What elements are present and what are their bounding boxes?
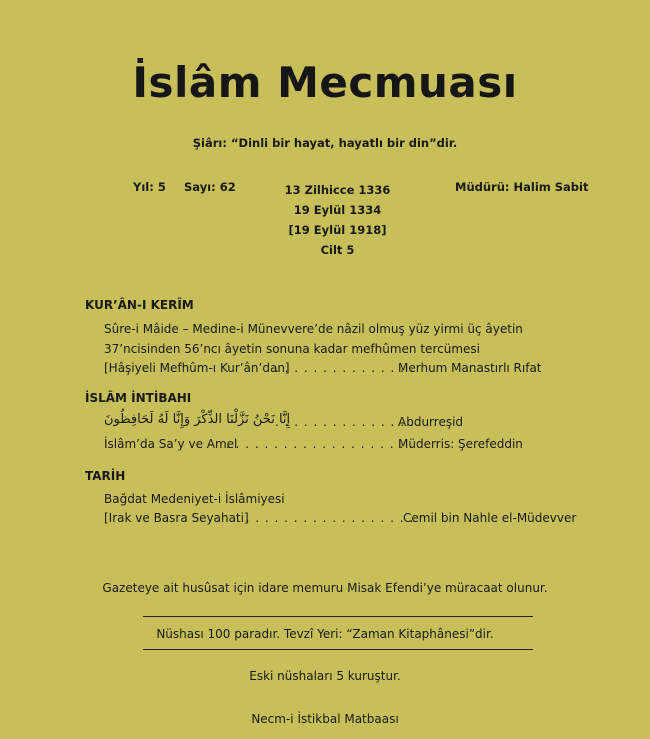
director-label: Müdürü: Halim Sabit [455,180,589,194]
toc-author: Merhum Manastırlı Rıfat [398,361,542,375]
section-heading-intibah: İSLÂM İNTİBAHI [85,391,192,405]
toc-leader-dots: . . . . . . . . . . . . . . . . . . . . [226,437,414,451]
toc-line: 37’ncisinden 56’ncı âyetin sonuna kadar mefhûmen tercümesi [104,342,480,356]
gregorian-date: [19 Eylül 1918] [288,223,387,237]
section-heading-kuran: KUR’ÂN-I KERÎM [85,298,194,312]
rumi-date: 19 Eylül 1334 [293,203,382,217]
toc-author: Abdurreşid [398,415,464,429]
toc-entry-text: [Hâşiyeli Mefhûm-ı Kur’ân’dan] [104,361,290,375]
toc-line: Bağdat Medeniyet-i İslâmiyesi [104,492,285,506]
motto: Şiârı: “Dinli bir hayat, hayatlı bir din”dir. [192,136,458,150]
toc-leader-dots: . . . . . . . . . . . . . . . [275,415,415,429]
date-block [275,180,400,260]
printer-name: Necm-i İstikbal Matbaası [251,712,399,726]
toc-leader-dots: . . . . . . . . . . . . . . . [275,361,415,375]
magazine-title: İslâm Mecmuası [132,58,518,107]
issue-label: Sayı: 62 [184,180,236,194]
administration-notice: Gazeteye ait husûsat için idare memuru Misak Efendi’ye müracaat olunur. [102,581,548,595]
toc-author: Cemil bin Nahle el-Müdevver [403,511,577,525]
toc-entry-text: İslâm’da Sa’y ve Amel [104,437,238,451]
toc-author: Müderris: Şerefeddin [398,437,523,451]
toc-line: Sûre-i Mâide – Medine-i Münevvere’de nâzil olmuş yüz yirmi üç âyetin [104,322,523,336]
old-issues-notice: Eski nüshaları 5 kuruştur. [249,669,401,683]
hijri-date: 13 Zilhicce 1336 [284,183,391,197]
divider [143,649,533,650]
price-notice: Nüshası 100 paradır. Tevzî Yeri: “Zaman Kitaphânesi”dir. [156,627,494,641]
year-label: Yıl: 5 [133,180,166,194]
toc-leader-dots: . . . . . . . . . . . . . . . . . . . [236,511,415,525]
toc-entry-text: [Irak ve Basra Seyahati] [104,511,249,525]
divider [143,616,533,617]
volume-label: Cilt 5 [320,243,355,257]
toc-entry-arabic: إِنَّا نَحْنُ نَزَّلْنَا الذِّكْرَ وَإِنَّا لَهُ لَحَافِظُونَ [104,412,291,427]
section-heading-tarih: TARİH [85,469,126,483]
